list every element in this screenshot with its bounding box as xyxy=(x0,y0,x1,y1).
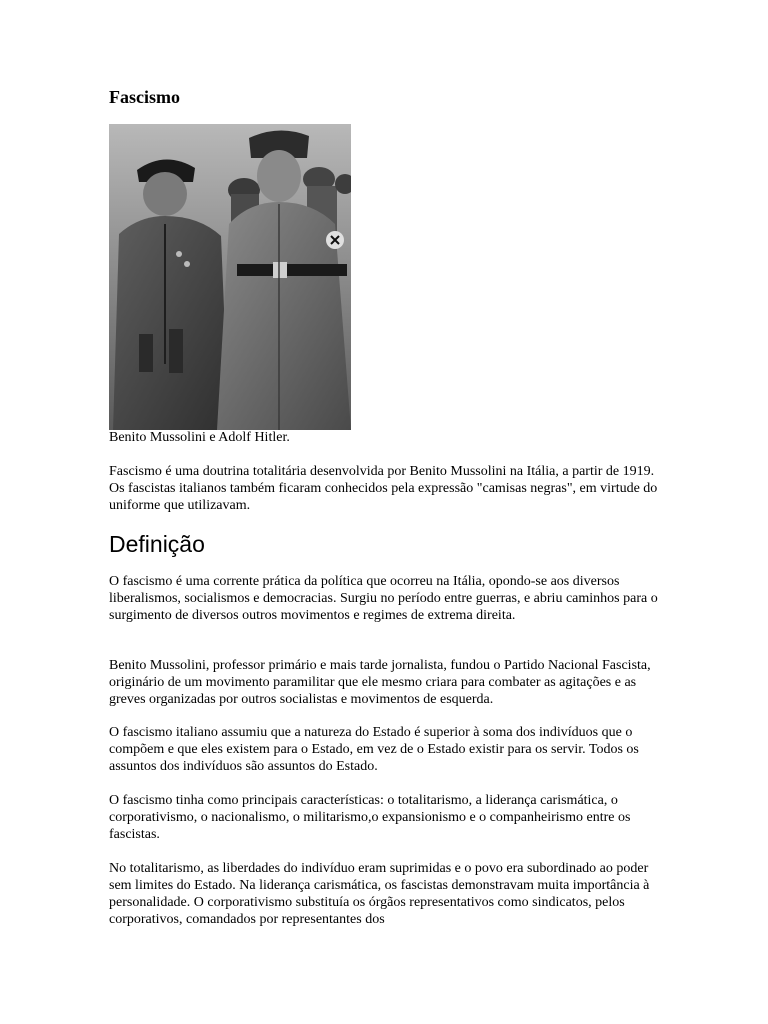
historical-photo xyxy=(109,124,351,430)
paragraph-5: No totalitarismo, as liberdades do indivíduo eram suprimidas e o povo era subordinado ao poder sem limites do Estado. Na liderança carismática, os fascistas demonstravam muita importância à personalidade. O corporativismo substituía os órgãos representativos como sindicatos, pelos corporativos, comandados por representantes dos xyxy=(109,861,650,927)
section-heading: Definição xyxy=(109,531,205,557)
paragraph-2: Benito Mussolini, professor primário e mais tarde jornalista, fundou o Partido Nacional Fascista, originário de um movimento paramilitar que ele mesmo criara para combater as agitações e as greves organizadas por outros socialistas e movimentos de esquerda. xyxy=(109,658,651,707)
photo-caption: Benito Mussolini e Adolf Hitler. xyxy=(109,430,290,445)
page-title: Fascismo xyxy=(109,87,180,107)
paragraph-3: O fascismo italiano assumiu que a natureza do Estado é superior à soma dos indivíduos que o compõem e que eles existem para o Estado, em vez de o Estado existir para os servir. Todos os assuntos dos indivíduos são assuntos do Estado. xyxy=(109,725,639,774)
paragraph-1: O fascismo é uma corrente prática da política que ocorreu na Itália, opondo-se aos diversos liberalismos, socialismos e democracias. Surgiu no período entre guerras, e abriu caminhos para o surgimento de diversos outros movimentos e regimes de extrema direita. xyxy=(109,574,658,623)
paragraph-4: O fascismo tinha como principais características: o totalitarismo, a liderança carismática, o corporativismo, o nacionalismo, o militarismo,o expansionismo e o companheirismo entre os fascistas. xyxy=(109,793,631,842)
photo-mussolini-hitler-icon xyxy=(109,124,351,430)
intro-paragraph: Fascismo é uma doutrina totalitária desenvolvida por Benito Mussolini na Itália, a partir de 1919. Os fascistas italianos também ficaram conhecidos pela expressão "camisas negras", em virtude do uniforme que utilizavam. xyxy=(109,464,658,513)
